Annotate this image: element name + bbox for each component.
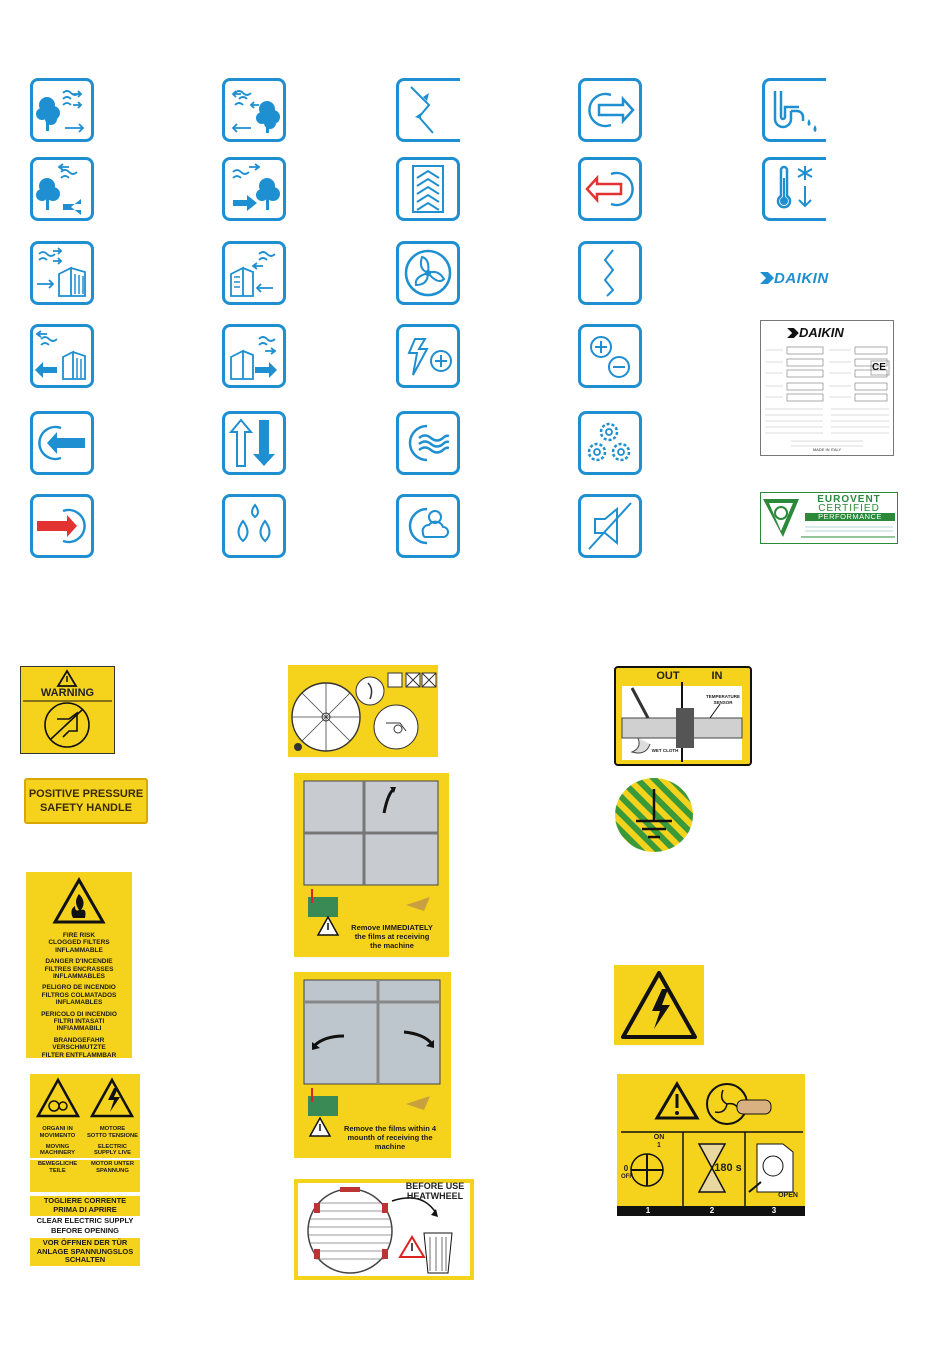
fan-open-text: OPEN: [778, 1192, 798, 1199]
moving-machinery-label: [30, 1074, 140, 1266]
outdoor-supply-icon: [222, 157, 286, 221]
outdoor-air-intake-icon: [30, 78, 94, 142]
building-return-icon: [222, 241, 286, 305]
plate-fields: [761, 321, 893, 455]
fire-text-line: FILTROS COLMATADOS: [41, 991, 117, 999]
warning-triangle-icon: [21, 667, 114, 753]
fire-text-line: CLOGGED FILTERS: [48, 939, 110, 947]
warning-title: WARNING: [40, 687, 95, 699]
cooling-thermometer-icon: [762, 157, 826, 221]
humidifier-drops-icon: [222, 494, 286, 558]
wet-cloth-text: WET CLOTH: [651, 748, 679, 753]
films-now-text: [340, 923, 444, 950]
eurovent-line1: EUROVENT: [817, 494, 881, 505]
fan-wait-label: [617, 1074, 805, 1216]
heat-exchanger-icon: [396, 411, 460, 475]
fan-zero-text: 0: [623, 1164, 629, 1173]
building-supply-icon: [30, 241, 94, 305]
building-intake-icon: [222, 324, 286, 388]
outdoor-exhaust-return-icon: [30, 157, 94, 221]
gears-icon: [578, 411, 642, 475]
eurovent-line2: CERTIFIED: [818, 503, 880, 514]
fire-triangle-icon: [26, 872, 132, 932]
heatwheel-label: [294, 1179, 474, 1280]
mach-right-line: SPANNUNG: [96, 1167, 129, 1174]
plate-logo-text: DAIKIN: [799, 325, 844, 340]
fire-text-line: INFLAMMABLES: [53, 973, 105, 981]
silencer-icon: [578, 494, 642, 558]
mach-it-line: TOGLIERE CORRENTE: [43, 1196, 127, 1205]
inlet-blue-icon: [30, 411, 94, 475]
daikin-logo-text: DAIKIN: [774, 270, 829, 287]
updown-flow-icon: [222, 411, 286, 475]
films-4m-line: mounth of receiving the: [347, 1133, 433, 1142]
mach-left-line: BEWEGLICHE: [37, 1161, 78, 1168]
fire-risk-label: [26, 872, 132, 1058]
mach-right-line: ELECTRIC: [98, 1143, 127, 1150]
fire-text-line: FILTER ENTFLAMMBAR: [41, 1051, 117, 1059]
mach-right-line: MOTORE: [99, 1126, 126, 1132]
mach-it-text: [30, 1196, 140, 1214]
pressure-line2: SAFETY HANDLE: [39, 802, 133, 814]
fire-text-line: PERICOLO DI INCENDIO: [41, 1010, 117, 1018]
mach-de-line: SCHALTEN: [64, 1255, 106, 1264]
fire-text-line: INFLAMMABLE: [55, 946, 103, 954]
electric-heater-icon: [396, 324, 460, 388]
daikin-mark-icon: [760, 272, 774, 284]
fire-text-line: PELIGRO DE INCENDIO: [42, 984, 116, 992]
plate-footer: MADE IN ITALY: [812, 447, 842, 452]
exhaust-to-outdoor-icon: [222, 78, 286, 142]
fan-step-1: 1: [645, 1206, 651, 1215]
fire-text-line: FIRE RISK: [62, 932, 96, 939]
inlet-red-icon: [30, 494, 94, 558]
mach-right-line: MOTOR UNTER: [90, 1161, 135, 1168]
pressure-line1: POSITIVE PRESSURE: [28, 788, 144, 800]
films-now-line: the machine: [370, 941, 414, 950]
filter-chevron-icon: [396, 157, 460, 221]
mach-left-line: ORGANI IN: [42, 1126, 73, 1132]
earth-ground-icon: [614, 777, 694, 853]
return-inlet-red-icon: [578, 157, 642, 221]
bag-filter-icon: [578, 241, 642, 305]
supply-outlet-icon: [578, 78, 642, 142]
fire-text-block: [26, 932, 132, 1059]
mach-it-line: PRIMA DI APRIRE: [53, 1205, 117, 1214]
remove-films-immediately-label: [294, 773, 449, 957]
mach-de-line: VOR ÖFFNEN DER TÜR: [42, 1238, 128, 1247]
drain-siphon-icon: [762, 78, 826, 142]
remove-films-4months-label: [294, 972, 451, 1158]
films-4m-line: Remove the films within 4: [343, 1124, 437, 1133]
eurovent-line3: PERFORMANCE: [818, 512, 882, 521]
eurovent-certified-badge: [760, 492, 898, 544]
fan-one-text: 1: [657, 1142, 661, 1149]
machinery-triangles-icon: [30, 1074, 140, 1124]
films-4m-line: machine: [374, 1142, 406, 1151]
wheel-inspection-label: [288, 665, 438, 757]
mach-left-line: TEILE: [49, 1167, 66, 1174]
fan-icon: [396, 241, 460, 305]
electric-hazard-label: [614, 965, 704, 1045]
fire-text-line: FILTRI INTASATI: [53, 1018, 105, 1026]
mach-left-line: MOVING: [45, 1143, 70, 1150]
fire-text-line: DANGER D'INCENDIE: [45, 958, 113, 966]
mach-de-text: [30, 1239, 140, 1265]
lightning-triangle-icon: [614, 965, 704, 1045]
fire-text-line: FILTRES ENCRASSES: [44, 965, 114, 973]
outdoor-weather-icon: [396, 494, 460, 558]
rating-plate: [760, 320, 894, 456]
films-now-line: the films at receiving: [354, 932, 430, 941]
mach-left-text: [30, 1126, 85, 1175]
fan-wait-text: 180 s: [714, 1162, 742, 1174]
positive-pressure-label: [24, 778, 148, 824]
films-now-line: Remove IMMEDIATELY: [351, 923, 433, 932]
mach-en-text: [30, 1216, 140, 1238]
damper-icon: [396, 78, 460, 142]
fan-on-text: ON: [653, 1134, 665, 1141]
mach-right-text: [85, 1126, 140, 1175]
daikin-logo: [760, 270, 829, 287]
fan-step-3: 3: [771, 1206, 777, 1215]
plus-minus-icon: [578, 324, 642, 388]
mach-right-line: SOTTO TENSIONE: [86, 1132, 139, 1139]
temperature-sensor-text: TEMPERATURE SENSOR: [706, 694, 740, 705]
mach-left-line: MACHINERY: [40, 1150, 75, 1157]
mach-en-line: BEFORE OPENING: [51, 1226, 119, 1235]
mach-right-line: SUPPLY LIVE: [93, 1150, 132, 1157]
building-exhaust-icon: [30, 324, 94, 388]
out-in-temperature-label: [614, 666, 752, 766]
fire-text-line: INFLAMABLES: [55, 999, 103, 1007]
mach-de-line: ANLAGE SPANNUNGSLOS: [36, 1246, 134, 1256]
ce-mark: CE: [872, 362, 886, 373]
fire-text-line: VERSCHMUTZTE: [52, 1044, 106, 1052]
fan-off-text: OFF: [621, 1174, 633, 1180]
heatwheel-line1: BEFORE USE: [405, 1181, 465, 1191]
in-text: IN: [711, 670, 723, 682]
heatwheel-line2: HEATWHEEL: [406, 1191, 464, 1201]
mach-en-line: CLEAR ELECTRIC SUPPLY: [36, 1216, 134, 1225]
films-4m-text: [334, 1124, 446, 1151]
fire-text-line: INFIAMMABILI: [56, 1025, 102, 1033]
pipe-sensor-icon: [616, 668, 750, 764]
wheel-diagram-icon: [288, 665, 438, 757]
fire-text-line: BRANDGEFAHR: [53, 1036, 105, 1044]
fan-step-2: 2: [709, 1206, 715, 1215]
out-text: OUT: [656, 670, 680, 682]
warning-label: [20, 666, 115, 754]
mach-left-line: MOVIMENTO: [39, 1132, 76, 1139]
